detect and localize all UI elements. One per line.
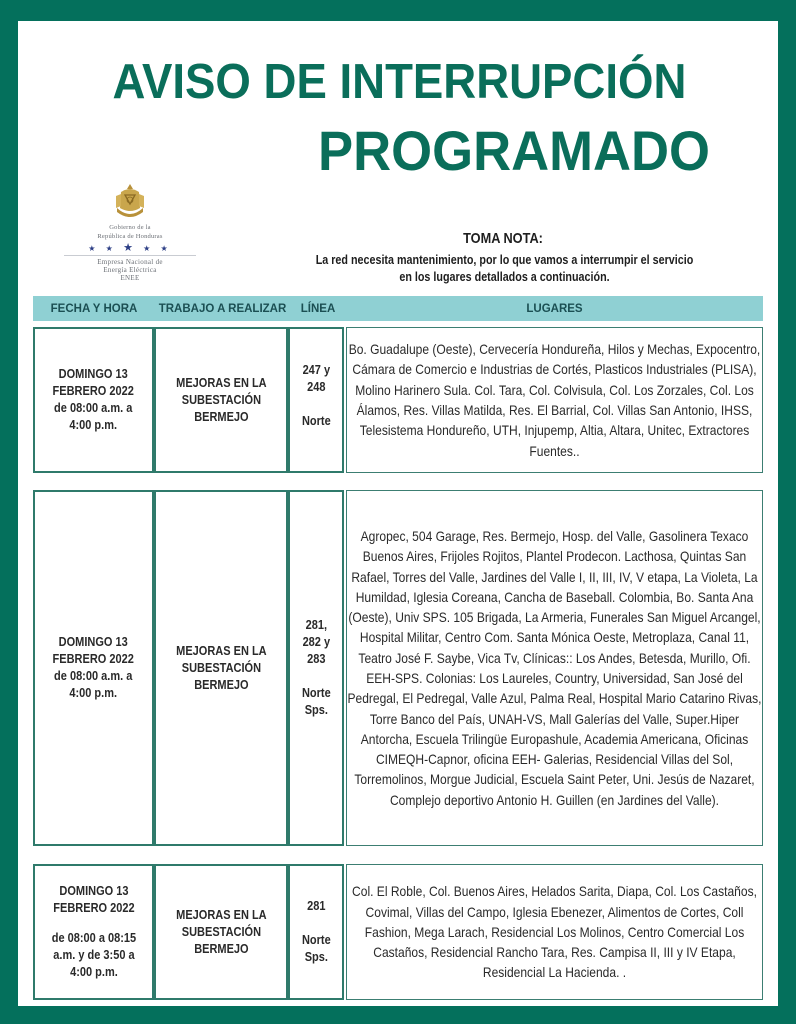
date-line: FEBRERO 2022 — [52, 384, 135, 398]
work-cell — [154, 864, 288, 1000]
gov-line-2: República de Honduras — [97, 233, 163, 240]
date-line: FEBRERO 2022 — [52, 652, 135, 666]
work-line: MEJORAS EN LA — [175, 375, 267, 390]
work-line: SUBESTACIÓN — [181, 924, 261, 939]
work-line: BERMEJO — [193, 941, 249, 956]
line-cell — [288, 490, 344, 846]
time-line: de 08:00 a.m. a — [54, 401, 133, 415]
logo-divider — [64, 255, 196, 256]
line-number: 281, — [305, 618, 327, 632]
note-body — [296, 252, 713, 286]
work-line: MEJORAS EN LA — [175, 907, 267, 922]
line-number: 282 y — [302, 635, 330, 649]
column-header-places: LUGARES — [526, 303, 583, 315]
line-number: 281 — [306, 899, 326, 913]
column-header-work: TRABAJO A REALIZAR — [158, 303, 287, 315]
title-line-1: AVISO DE INTERRUPCIÓN — [112, 55, 687, 109]
work-cell — [154, 327, 288, 473]
work-line: MEJORAS EN LA — [175, 643, 267, 658]
org-line-2: Energía Eléctrica — [103, 266, 157, 274]
time-line: a.m. y de 3:50 a — [52, 948, 135, 962]
title-line-2: PROGRAMADO — [318, 119, 710, 182]
places-text: Agropec, 504 Garage, Res. Bermejo, Hosp. del Valle, Gasolinera Texaco Buenos Aires, Frijoles Rojitos, Plantel Prodecon. Lacthosa, Quintas San Rafael, Torres del Valle, Jardines del Valle I, II, III, IV, V etapa, La Violeta, La Humildad, Iglesia Coreana, Cancha de Baseball. Colombia, Bo. Santa Ana (Oeste), Univ SPS. 105 Brigada, La Armeria, Funerales San Miguel Arcangel, Hospital Militar, Centro Com. Santa Mónica Oeste, Metroplaza, Canal 11, Teatro José F. Saybe, Vica Tv, Clínicas:: Los Andes, Betesda, Murillo, Ofi. EEH-SPS. Colonias: Los Laureles, Country, Universidad, San José del Pedregal, El Pedregal, Valle Azul, Palma Real, Hospital Mario Catarino Rivas, Torre Banco del País, UNAH-VS, Mall Galerías del Valle, Super.Hiper Antorcha, Escuela Trilingüe Europashule, Academia Americana, Oficinas CIMEQH-Capnor, oficina EEH- Galerias, Residencial Villas del Sol, Torremolinos, Morgue Judicial, Escuela Saint Peter, Uni. Jesús de Nazaret, Complejo deportivo Antonio H. Guillen (en Jardines del Valle). — [347, 527, 762, 808]
work-cell — [154, 490, 288, 846]
work-line: BERMEJO — [193, 677, 249, 692]
work-line: BERMEJO — [193, 409, 249, 424]
places-text: Col. El Roble, Col. Buenos Aires, Helados Sarita, Diapa, Col. Los Castaños, Covimal, Villas del Campo, Iglesia Ebenezer, Alimentos de Cortes, Coll Fashion, Mega Larach, Residencial Los Molinos, Centro Comercial Los Castaños, Residencial Rancho Tara, Res. Campisa II, III y IV Etapa, Residencial La Hacienda. . — [352, 883, 757, 981]
line-zone: Norte — [301, 414, 331, 428]
table-row — [33, 490, 763, 846]
time-line: 4:00 p.m. — [69, 418, 118, 432]
table-header — [33, 296, 763, 321]
time-line: de 08:00 a.m. a — [54, 669, 133, 683]
line-number: 247 y — [302, 363, 330, 377]
table-row — [33, 864, 763, 1000]
org-line-3: ENEE — [120, 274, 140, 282]
line-cell — [288, 327, 344, 473]
line-zone: Sps. — [304, 950, 328, 964]
column-header-line: LÍNEA — [300, 303, 336, 315]
line-zone: Norte — [301, 686, 331, 700]
places-cell — [346, 864, 763, 1000]
places-text: Bo. Guadalupe (Oeste), Cervecería Hondureña, Hilos y Mechas, Expocentro, Cámara de Comercio e Industrias de Cortés, Plasticos Industriales (PLISA), Molino Harinero Sula. Col. Tara, Col. Colvisula, Col. Los Zorzales, Col. Los Álamos, Res. Villas Matilda, Res. El Barrial, Col. Villas San Antonio, IHSS, Telesistema Hondureño, UTH, Injupemp, Altia, Altara, Unitec, Extractores Fuentes.. — [348, 341, 761, 459]
time-line: de 08:00 a 08:15 — [51, 931, 136, 945]
note-line-2: en los lugares detallados a continuación. — [399, 270, 610, 284]
places-cell — [346, 327, 763, 473]
date-line: DOMINGO 13 — [58, 367, 129, 381]
date-line: DOMINGO 13 — [58, 635, 129, 649]
work-line: SUBESTACIÓN — [181, 392, 261, 407]
date-line: FEBRERO 2022 — [52, 901, 135, 915]
date-cell — [33, 327, 154, 473]
column-header-date: FECHA Y HORA — [50, 303, 138, 315]
line-number: 248 — [306, 380, 326, 394]
line-zone: Sps. — [304, 703, 328, 717]
note-title: TOMA NOTA: — [463, 230, 543, 247]
line-cell — [288, 864, 344, 1000]
work-line: SUBESTACIÓN — [181, 660, 261, 675]
enee-logo — [60, 182, 200, 292]
date-cell — [33, 864, 154, 1000]
places-cell — [346, 490, 763, 846]
note-line-1: La red necesita mantenimiento, por lo que vamos a interrumpir el servicio — [315, 253, 694, 267]
date-cell — [33, 490, 154, 846]
table-row — [33, 327, 763, 473]
date-line: DOMINGO 13 — [58, 884, 129, 898]
stars-icon: ★ ★ ★ ★ ★ — [88, 242, 172, 254]
line-number: 283 — [306, 652, 326, 666]
org-line-1: Empresa Nacional de — [97, 258, 163, 266]
gov-line-1: Gobierno de la — [109, 224, 151, 231]
time-line: 4:00 p.m. — [69, 965, 118, 979]
line-zone: Norte — [301, 933, 331, 947]
coat-of-arms-icon — [113, 182, 147, 222]
time-line: 4:00 p.m. — [69, 686, 118, 700]
